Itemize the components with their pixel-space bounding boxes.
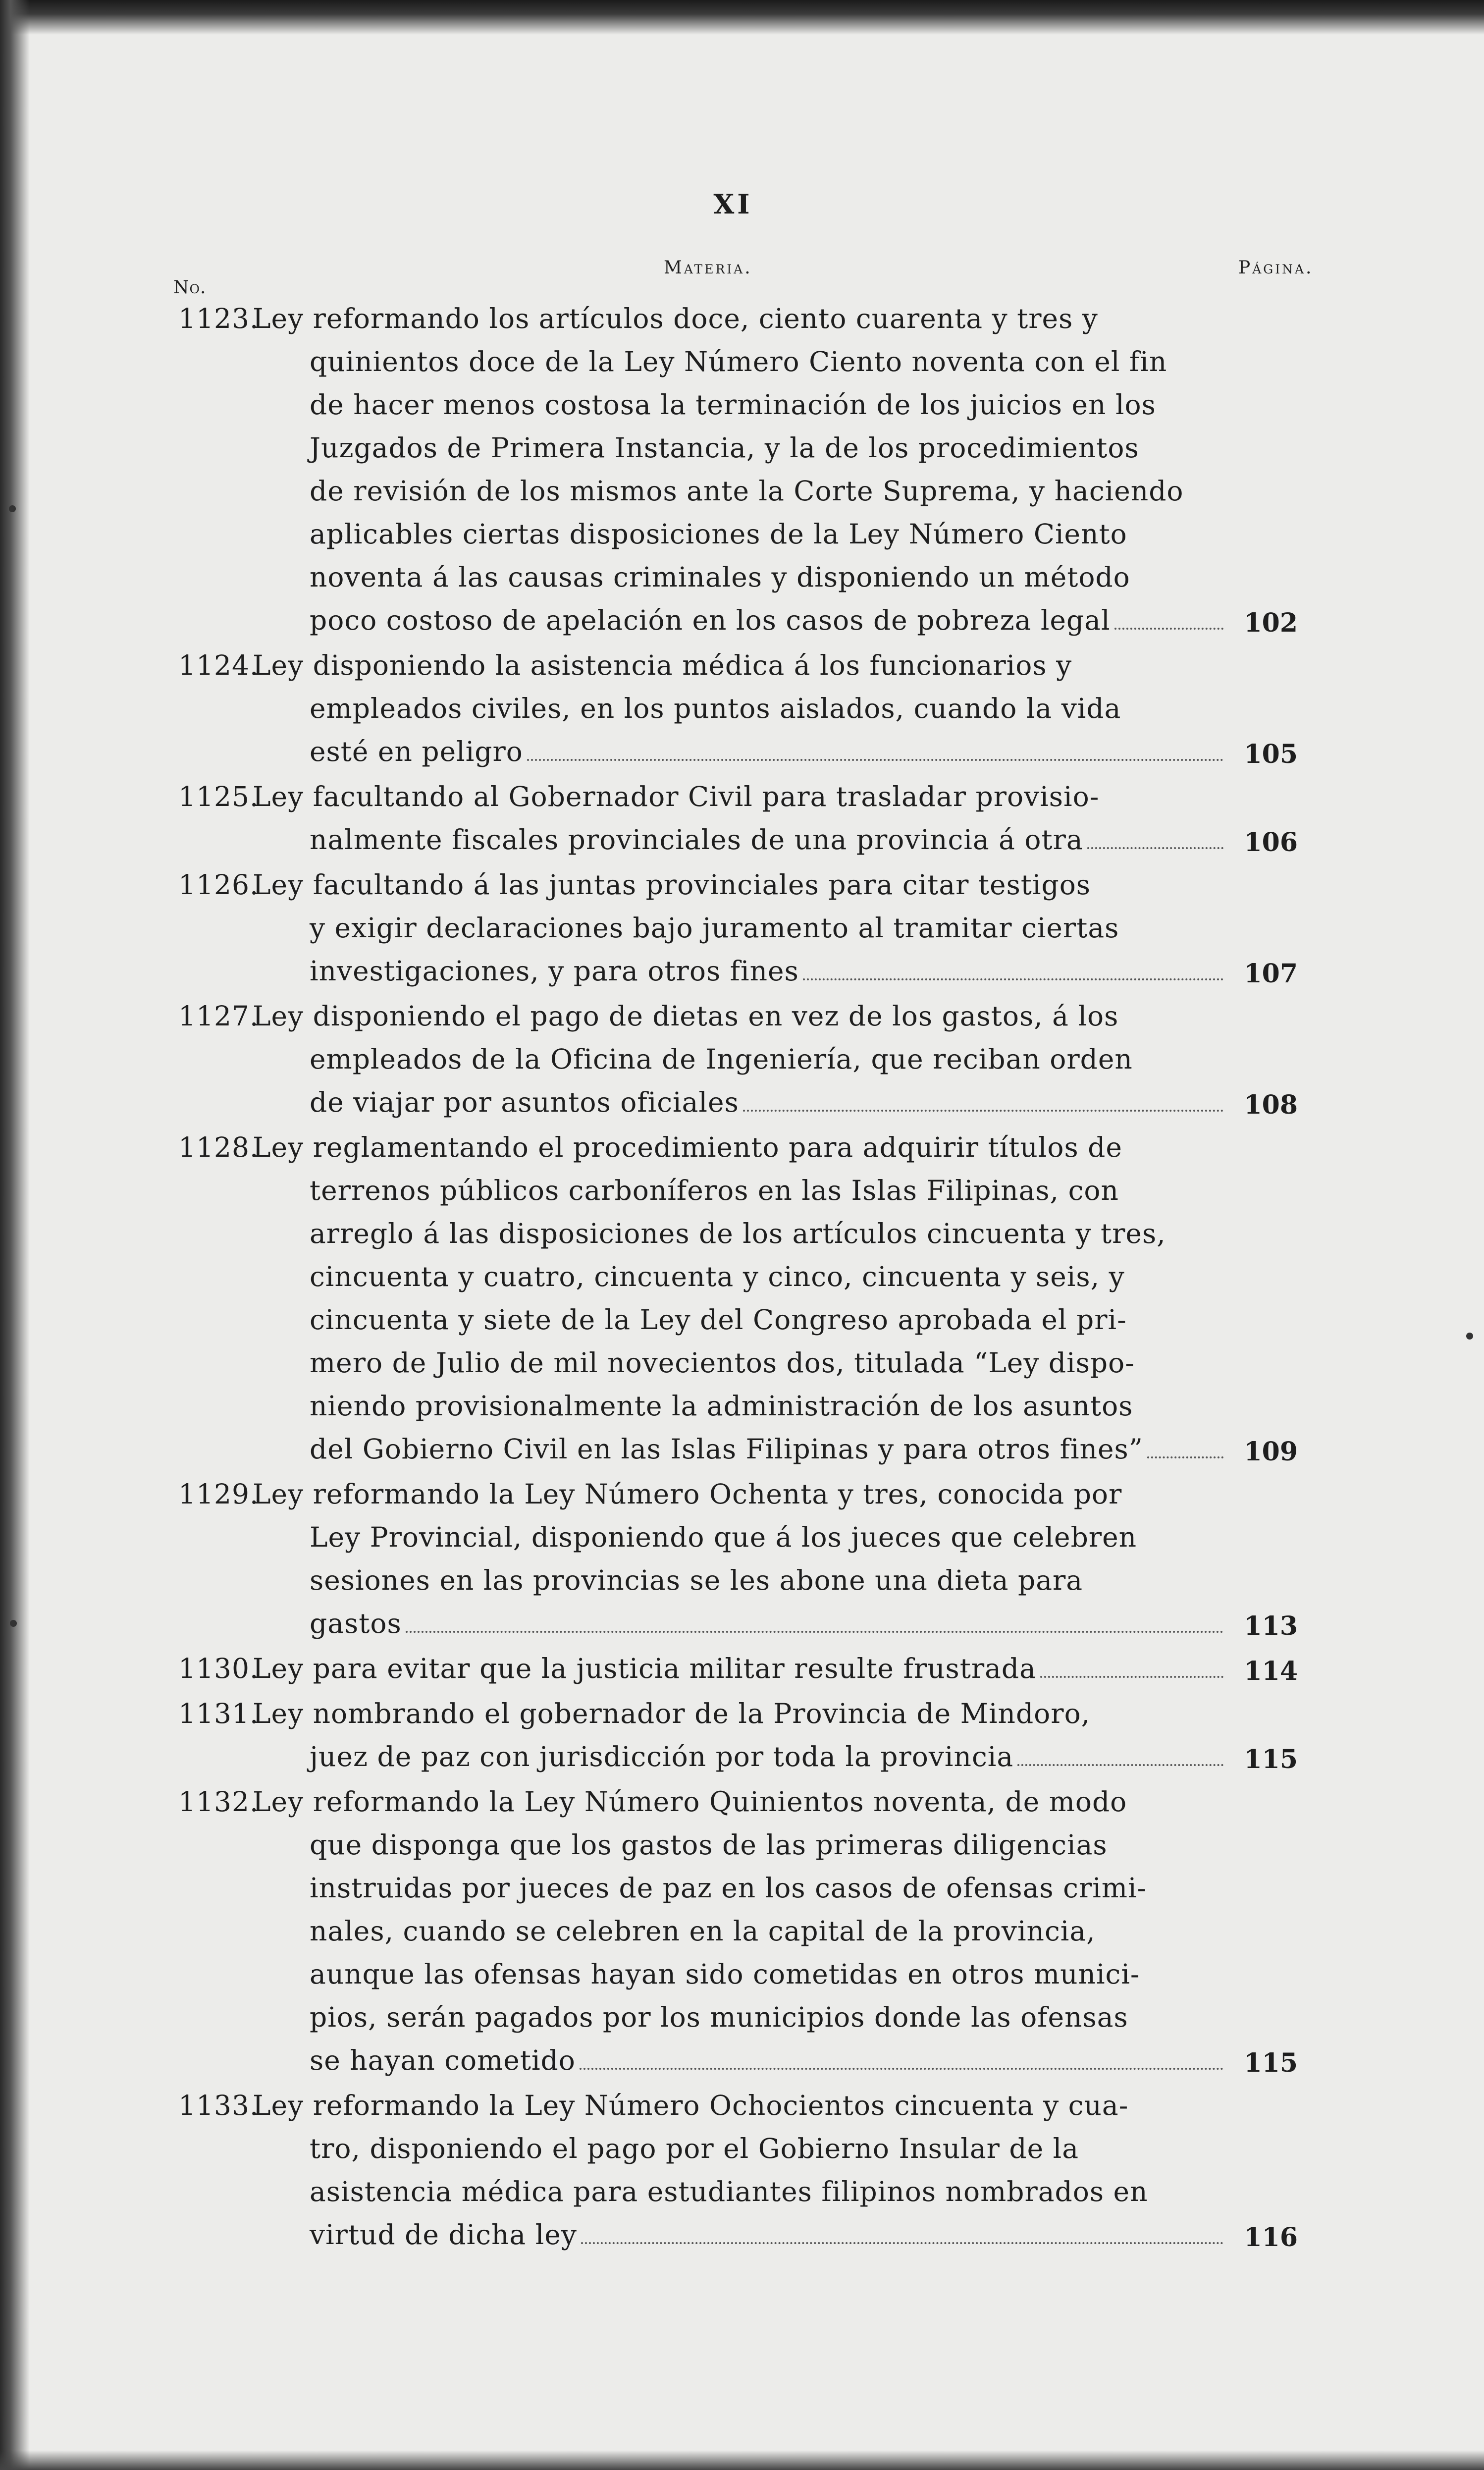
index-entry [178, 1780, 1298, 2082]
entry-line-text: asistencia médica para estudiantes filipinos nombrados en [310, 2176, 1148, 2207]
entry-line-text: y exigir declaraciones bajo juramento al tramitar ciertas [310, 912, 1119, 944]
entry-line-text: investigaciones, y para otros fines [310, 955, 799, 987]
entry-page-number: 116 [1244, 2222, 1298, 2253]
entry-line-text: Ley Provincial, disponiendo que á los jueces que celebren [310, 1521, 1137, 1553]
entry-text-line [178, 950, 1298, 993]
entry-text-line [178, 1602, 1298, 1645]
index-entry [178, 1473, 1298, 1645]
scan-shadow-top [0, 0, 1484, 35]
entry-text-line [178, 863, 1298, 907]
dot-leader [1017, 1754, 1223, 1766]
entry-text-line [178, 599, 1298, 642]
entry-number: 1133. [178, 2090, 259, 2121]
dot-leader [1040, 1666, 1223, 1678]
entry-line-text: cincuenta y siete de la Ley del Congreso aprobada el pri- [310, 1304, 1127, 1336]
index-entry [178, 863, 1298, 993]
entry-text-line [178, 907, 1298, 950]
dot-leader [803, 968, 1223, 980]
entry-line-text: Ley para evitar que la justicia militar resulte frustrada [253, 1653, 1036, 1684]
entry-number: 1126. [178, 869, 259, 901]
entry-text-line [178, 1428, 1298, 1471]
page-number-roman: XI [713, 188, 753, 220]
entry-line-text: Ley reglamentando el procedimiento para adquirir títulos de [253, 1131, 1122, 1163]
entry-line-text: arreglo á las disposiciones de los artículos cincuenta y tres, [310, 1218, 1166, 1249]
entry-text-line [178, 513, 1298, 556]
entry-line-text: gastos [310, 1608, 402, 1639]
entry-line-text: mero de Julio de mil novecientos dos, titulada “Ley dispo- [310, 1347, 1135, 1379]
index-entry [178, 297, 1298, 642]
entry-line-text: sesiones en las provincias se les abone una dieta para [310, 1564, 1083, 1596]
entry-line-text: Ley reformando la Ley Número Quinientos noventa, de modo [253, 1786, 1127, 1818]
entry-text-line [178, 687, 1298, 730]
entry-text-line [178, 644, 1298, 687]
entry-page-number: 109 [1244, 1437, 1298, 1467]
dot-leader [1147, 1447, 1223, 1458]
entry-page-number: 106 [1244, 827, 1298, 858]
entry-text-line [178, 775, 1298, 818]
entry-line-text: niendo provisionalmente la administración de los asuntos [310, 1390, 1133, 1422]
entry-text-line [178, 1255, 1298, 1298]
index-entry [178, 644, 1298, 773]
entry-line-text: Ley reformando la Ley Número Ochenta y tres, conocida por [253, 1478, 1122, 1510]
entry-text-line [178, 1647, 1298, 1690]
entry-line-text: Ley reformando la Ley Número Ochocientos cincuenta y cua- [253, 2090, 1129, 2121]
entry-text-line [178, 1081, 1298, 1124]
entry-text-line [178, 1996, 1298, 2039]
entry-page-number: 115 [1244, 2048, 1298, 2078]
entry-line-text: terrenos públicos carboníferos en las Islas Filipinas, con [310, 1175, 1119, 1206]
entry-line-text: que disponga que los gastos de las primeras diligencias [310, 1829, 1108, 1861]
entry-line-text: de hacer menos costosa la terminación de los juicios en los [310, 389, 1156, 421]
dot-leader [581, 2232, 1223, 2244]
entry-text-line [178, 340, 1298, 383]
entry-page-number: 102 [1244, 608, 1298, 638]
entry-text-line [178, 1867, 1298, 1910]
entry-number: 1130. [178, 1653, 259, 1684]
entry-page-number: 113 [1244, 1611, 1298, 1641]
index-entries [178, 297, 1298, 2258]
entry-line-text: empleados civiles, en los puntos aislados, cuando la vida [310, 693, 1121, 724]
entry-page-number: 115 [1244, 1744, 1298, 1774]
entry-page-number: 107 [1244, 959, 1298, 989]
entry-text-line [178, 818, 1298, 861]
entry-text-line [178, 995, 1298, 1038]
entry-line-text: instruidas por jueces de paz en los casos de ofensas crimi- [310, 1872, 1147, 1904]
entry-text-line [178, 427, 1298, 470]
entry-text-line [178, 1342, 1298, 1385]
entry-line-text: Juzgados de Primera Instancia, y la de los procedimientos [310, 432, 1139, 464]
entry-text-line [178, 1126, 1298, 1169]
dot-leader [1114, 618, 1223, 630]
entry-line-text: de revisión de los mismos ante la Corte Suprema, y haciendo [310, 475, 1184, 507]
entry-number: 1132. [178, 1786, 259, 1818]
column-header-no: No. [173, 277, 207, 298]
entry-text-line [178, 556, 1298, 599]
entry-line-text: Ley facultando á las juntas provinciales para citar testigos [253, 869, 1091, 901]
entry-number: 1128. [178, 1131, 259, 1163]
entry-text-line [178, 1559, 1298, 1602]
entry-line-text: empleados de la Oficina de Ingeniería, que reciban orden [310, 1043, 1133, 1075]
entry-number: 1127. [178, 1000, 259, 1032]
entry-text-line [178, 1516, 1298, 1559]
entry-page-number: 114 [1244, 1656, 1298, 1686]
entry-text-line [178, 2084, 1298, 2127]
entry-page-number: 105 [1244, 739, 1298, 769]
dot-leader [580, 2058, 1223, 2070]
entry-line-text: Ley nombrando el gobernador de la Provincia de Mindoro, [253, 1698, 1091, 1729]
entry-number: 1131. [178, 1698, 259, 1729]
entry-line-text: cincuenta y cuatro, cincuenta y cinco, cincuenta y seis, y [310, 1261, 1125, 1292]
scan-speck [9, 505, 16, 512]
entry-text-line [178, 1212, 1298, 1255]
index-entry [178, 775, 1298, 861]
entry-line-text: de viajar por asuntos oficiales [310, 1086, 739, 1118]
scan-shadow-bottom [0, 2450, 1484, 2470]
index-entry [178, 1692, 1298, 1778]
entry-text-line [178, 1385, 1298, 1428]
entry-line-text: virtud de dicha ley [310, 2219, 577, 2251]
entry-number: 1129. [178, 1478, 259, 1510]
column-header-pagina: Página. [1238, 258, 1314, 278]
entry-number: 1124. [178, 649, 259, 681]
entry-text-line [178, 1169, 1298, 1212]
dot-leader [527, 749, 1223, 761]
entry-line-text: tro, disponiendo el pago por el Gobierno Insular de la [310, 2133, 1079, 2164]
scan-speck [10, 1620, 17, 1627]
entry-text-line [178, 383, 1298, 427]
dot-leader [743, 1100, 1223, 1112]
entry-line-text: quinientos doce de la Ley Número Ciento noventa con el fin [310, 346, 1167, 377]
entry-text-line [178, 1692, 1298, 1735]
entry-text-line [178, 2213, 1298, 2256]
entry-line-text: aunque las ofensas hayan sido cometidas en otros munici- [310, 1958, 1140, 1990]
entry-line-text: nales, cuando se celebren en la capital de la provincia, [310, 1915, 1096, 1947]
entry-text-line [178, 730, 1298, 773]
entry-text-line [178, 1824, 1298, 1867]
index-entry [178, 2084, 1298, 2256]
entry-text-line [178, 297, 1298, 340]
column-header-materia: Materia. [664, 258, 752, 278]
scan-shadow-left [0, 0, 30, 2470]
entry-text-line [178, 1038, 1298, 1081]
entry-line-text: juez de paz con jurisdicción por toda la provincia [310, 1741, 1014, 1772]
entry-number: 1125. [178, 781, 259, 812]
entry-text-line [178, 1735, 1298, 1778]
entry-text-line [178, 2170, 1298, 2213]
entry-line-text: Ley disponiendo la asistencia médica á los funcionarios y [253, 649, 1072, 681]
index-entry [178, 995, 1298, 1124]
dot-leader [1087, 837, 1223, 849]
scan-speck [1466, 1333, 1473, 1340]
dot-leader [406, 1621, 1223, 1633]
entry-line-text: aplicables ciertas disposiciones de la Ley Número Ciento [310, 518, 1127, 550]
entry-text-line [178, 1473, 1298, 1516]
index-entry [178, 1647, 1298, 1690]
entry-text-line [178, 1910, 1298, 1953]
entry-line-text: poco costoso de apelación en los casos de pobreza legal [310, 604, 1111, 636]
entry-text-line [178, 470, 1298, 513]
entry-text-line [178, 1953, 1298, 1996]
entry-text-line [178, 2039, 1298, 2082]
entry-line-text: Ley facultando al Gobernador Civil para trasladar provisio- [253, 781, 1100, 812]
entry-line-text: noventa á las causas criminales y disponiendo un método [310, 561, 1130, 593]
entry-page-number: 108 [1244, 1090, 1298, 1120]
index-entry [178, 1126, 1298, 1471]
entry-line-text: pios, serán pagados por los municipios donde las ofensas [310, 2001, 1128, 2033]
entry-text-line [178, 2127, 1298, 2170]
entry-number: 1123. [178, 303, 259, 334]
entry-text-line [178, 1780, 1298, 1824]
entry-line-text: Ley disponiendo el pago de dietas en vez de los gastos, á los [253, 1000, 1119, 1032]
entry-line-text: se hayan cometido [310, 2044, 576, 2076]
entry-line-text: nalmente fiscales provinciales de una provincia á otra [310, 824, 1083, 856]
entry-line-text: Ley reformando los artículos doce, ciento cuarenta y tres y [253, 303, 1098, 334]
entry-text-line [178, 1298, 1298, 1342]
entry-line-text: del Gobierno Civil en las Islas Filipinas y para otros fines” [310, 1433, 1143, 1465]
entry-line-text: esté en peligro [310, 736, 523, 767]
